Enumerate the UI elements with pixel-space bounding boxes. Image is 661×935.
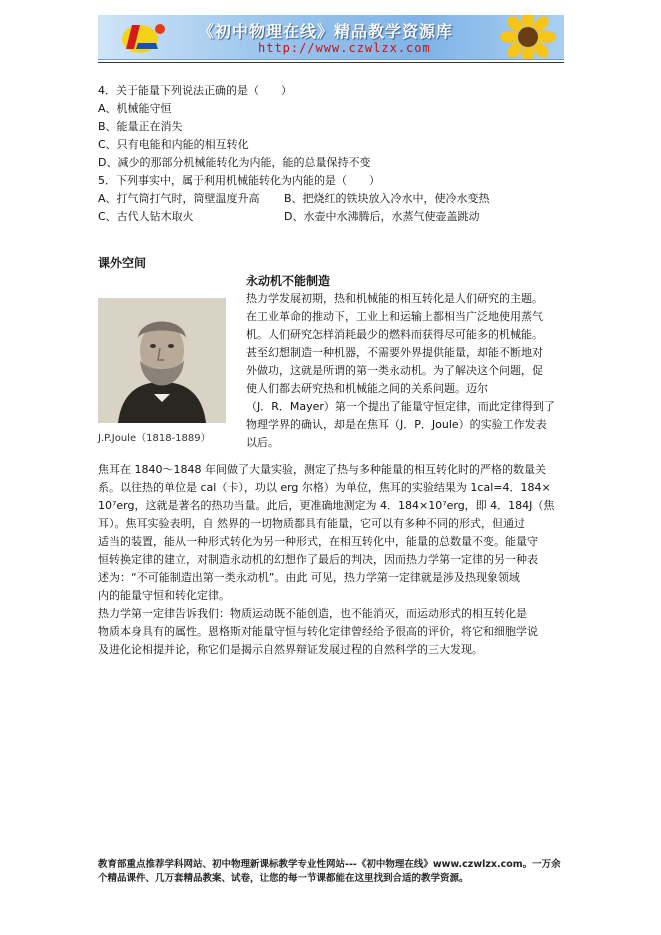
portrait-caption: J.P.Joule（1818-1889） bbox=[98, 433, 211, 444]
body-line: 及进化论相提并论，称它们是揭示自然界辩证发展过程的自然科学的三大发现。 bbox=[98, 643, 483, 656]
question-5-stem: 5．下列事实中，属于利用机械能转化为内能的是（ ） bbox=[98, 174, 380, 187]
article-body bbox=[98, 461, 564, 659]
article-line: 外做功，这就是所谓的第一类永动机。为了解决这个问题，促 bbox=[246, 364, 543, 377]
body-line: 系。以往热的单位是 cal（卡），功以 erg 尔格）为单位，焦耳的实验结果为 1cal=4．184× bbox=[98, 481, 551, 494]
option-line: A、机械能守恒 bbox=[98, 102, 172, 115]
body-line: 恒转换定律的建立，对制造永动机的幻想作了最后的判决，因而热力学第一定律的另一种表 bbox=[98, 553, 538, 566]
article-line: （J．R．Mayer）第一个提出了能量守恒定律，而此定律得到了 bbox=[246, 400, 555, 413]
joule-portrait bbox=[98, 298, 226, 423]
site-title: 《初中物理在线》精品教学资源库 bbox=[198, 22, 454, 41]
article-intro bbox=[246, 272, 564, 452]
option-d: D、水壶中水沸腾后，水蒸气使壶盖跳动 bbox=[284, 210, 480, 223]
option-row bbox=[98, 208, 564, 226]
article-line: 以后。 bbox=[246, 436, 279, 449]
question-4-stem: 4．关于能量下列说法正确的是（ ） bbox=[98, 84, 292, 97]
body-line: 焦耳在 1840～1848 年间做了大量实验，测定了热与多种能量的相互转化时的严格的数量关 bbox=[98, 463, 546, 476]
site-logo bbox=[118, 19, 174, 55]
portrait-image bbox=[98, 298, 226, 423]
header-divider bbox=[98, 62, 564, 63]
article-line: 物理学界的确认，却是在焦耳（J．P．Joule）的实验工作发表 bbox=[246, 418, 547, 431]
sunflower-icon bbox=[500, 15, 556, 60]
option-b: B、把烧红的铁块放入冷水中，使冷水变热 bbox=[284, 192, 490, 205]
body-line: 内的能量守恒和转化定律。 bbox=[98, 589, 230, 602]
footer-line: 教育部重点推荐学科网站、初中物理新课标教学专业性网站---《初中物理在线》www.czwlzx.com。一万余 bbox=[98, 859, 561, 870]
section-title: 课外空间 bbox=[98, 256, 147, 270]
body-line: 适当的装置，能从一种形式转化为另一种形式，在相互转化中，能量的总数量不变。能量守 bbox=[98, 535, 538, 548]
article-line: 机。人们研究怎样消耗最少的燃料而获得尽可能多的机械能。 bbox=[246, 328, 543, 341]
footer-line: 个精品课件、几万套精品教案、试卷，让您的每一节课都能在这里找到合适的教学资源。 bbox=[98, 873, 469, 884]
questions-block bbox=[98, 82, 564, 226]
option-line: C、只有电能和内能的相互转化 bbox=[98, 138, 249, 151]
body-line: 10⁷erg，这就是著名的热功当量。此后，更准确地测定为 4．184×10⁷erg，即 4．184J（焦 bbox=[98, 499, 555, 512]
option-c: C、古代人钻木取火 bbox=[98, 210, 194, 223]
site-url[interactable]: http://www.czwlzx.com bbox=[258, 41, 431, 55]
article-line: 使人们都去研究热和机械能之间的关系问题。迈尔 bbox=[246, 382, 488, 395]
option-line: B、能量正在消失 bbox=[98, 120, 183, 133]
body-line: 热力学第一定律告诉我们：物质运动既不能创造，也不能消灭，而运动形式的相互转化是 bbox=[98, 607, 527, 620]
article-line: 甚至幻想制造一种机器，不需要外界提供能量，却能不断地对 bbox=[246, 346, 543, 359]
option-line: D、减少的那部分机械能转化为内能，能的总量保持不变 bbox=[98, 156, 371, 169]
article-line: 热力学发展初期，热和机械能的相互转化是人们研究的主题。 bbox=[246, 292, 543, 305]
body-line: 述为：“不可能制造出第一类永动机”。由此 可见，热力学第一定律就是涉及热现象领域 bbox=[98, 571, 520, 584]
body-line: 物质本身具有的属性。恩格斯对能量守恒与转化定律曾经给予很高的评价，将它和细胞学说 bbox=[98, 625, 538, 638]
option-row bbox=[98, 190, 564, 208]
body-line: 耳）。焦耳实验表明，自 然界的一切物质都具有能量，它可以有多种不同的形式，但通过 bbox=[98, 517, 525, 530]
article-title: 永动机不能制造 bbox=[246, 274, 331, 288]
article-line: 在工业革命的推动下，工业上和运输上都相当广泛地使用蒸气 bbox=[246, 310, 543, 323]
option-a: A、打气筒打气时，筒壁温度升高 bbox=[98, 192, 260, 205]
header-banner bbox=[98, 15, 564, 60]
page-footer bbox=[98, 858, 568, 886]
